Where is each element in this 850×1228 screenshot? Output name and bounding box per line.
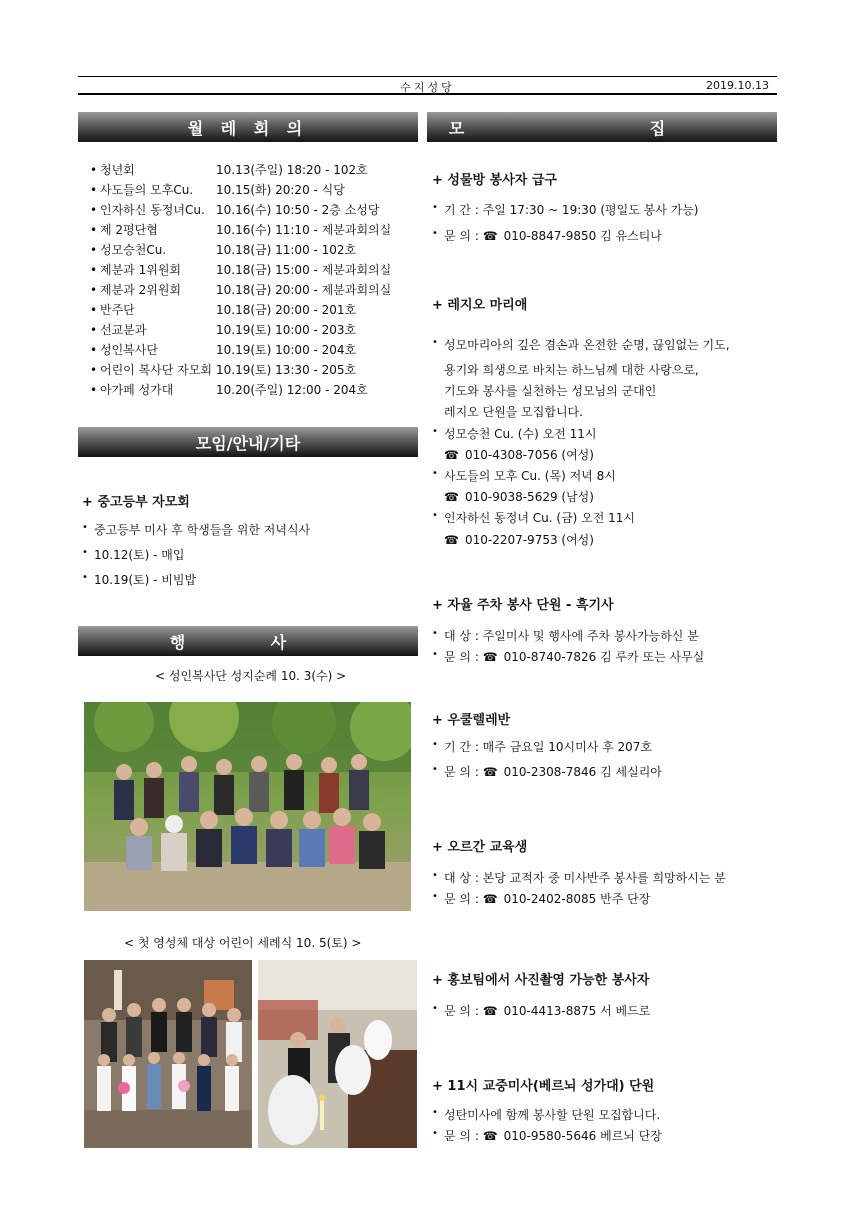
s3-line2: • 문 의 : ☎ 010-8740-7826 김 루카 또는 사무실 bbox=[444, 648, 704, 665]
meeting-name: 어린이 복사단 자모회 bbox=[100, 363, 212, 377]
meeting-when: 10.15(화) 20:20 - 식당 bbox=[216, 183, 345, 197]
meeting-when: 10.18(금) 11:00 - 102호 bbox=[216, 243, 357, 257]
meeting-item bbox=[90, 380, 391, 400]
s2-para-4: 레지오 단원을 모집합니다. bbox=[444, 405, 583, 419]
s2-group-1-phone: ☎ 010-4308-7056 (여성) bbox=[444, 446, 594, 463]
s7-heading: + 11시 교중미사(베르뇌 성가대) 단원 bbox=[432, 1079, 655, 1094]
meeting-item bbox=[90, 340, 391, 360]
s1-line2: • 문 의 : ☎ 010-8847-9850 김 유스티나 bbox=[444, 227, 662, 244]
meeting-title: 월 레 회 의 bbox=[187, 118, 309, 138]
meeting-item bbox=[90, 240, 391, 260]
meeting-item bbox=[90, 280, 391, 300]
s4-line2: • 문 의 : ☎ 010-2308-7846 김 세실리아 bbox=[444, 763, 662, 780]
meeting-when: 10.19(토) 13:30 - 205호 bbox=[216, 363, 357, 377]
page-header bbox=[78, 76, 777, 95]
event1-caption: < 성인복사단 성지순례 10. 3(수) > bbox=[155, 669, 347, 683]
meeting-item bbox=[90, 300, 391, 320]
guide-heading: + 중고등부 자모회 bbox=[82, 495, 190, 510]
meeting-name: 반주단 bbox=[100, 303, 135, 317]
phone-icon-s1: ☎ 010-8847-9850 김 유스티나 bbox=[483, 229, 662, 243]
meeting-name: 아가페 성가대 bbox=[100, 383, 174, 397]
meeting-item bbox=[90, 160, 391, 180]
s2-group-2-phone: ☎ 010-9038-5629 (남성) bbox=[444, 488, 594, 505]
meeting-item bbox=[90, 180, 391, 200]
phone-icon-s7: ☎ 010-9580-5646 베르뇌 단장 bbox=[483, 1129, 662, 1143]
meeting-item bbox=[90, 220, 391, 240]
meeting-when: 10.18(금) 15:00 - 제분과회의실 bbox=[216, 263, 392, 277]
phone-icon-s5: ☎ 010-2402-8085 반주 단장 bbox=[483, 892, 651, 906]
meeting-name: 인자하신 동정녀Cu. bbox=[100, 203, 205, 217]
meeting-when: 10.13(주일) 18:20 - 102호 bbox=[216, 163, 368, 177]
guide-band bbox=[78, 427, 418, 457]
s2-heading: + 레지오 마리애 bbox=[432, 298, 528, 313]
meeting-list bbox=[90, 160, 391, 400]
meeting-item bbox=[90, 200, 391, 220]
s5-line2: • 문 의 : ☎ 010-2402-8085 반주 단장 bbox=[444, 890, 650, 907]
meeting-name: 제분과 1위원회 bbox=[100, 263, 182, 277]
phone-icon-s6: ☎ 010-4413-8875 서 베드로 bbox=[483, 1004, 651, 1018]
s4-line1: • 기 간 : 매주 금요일 10시미사 후 207호 bbox=[444, 738, 652, 755]
recruit-band bbox=[427, 112, 777, 142]
meeting-when: 10.16(수) 10:50 - 2층 소성당 bbox=[216, 203, 380, 217]
event2-caption: < 첫 영성체 대상 어린이 세례식 10. 5(토) > bbox=[124, 936, 362, 950]
s7-line1: • 성탄미사에 함께 봉사할 단원 모집합니다. bbox=[444, 1106, 660, 1123]
meeting-item bbox=[90, 360, 391, 380]
s2-group-2: • 사도들의 모후 Cu. (목) 저녁 8시 bbox=[444, 467, 616, 484]
meeting-name: 청년회 bbox=[100, 163, 135, 177]
s5-heading: + 오르간 교육생 bbox=[432, 840, 528, 855]
s6-heading: + 홍보팀에서 사진촬영 가능한 봉사자 bbox=[432, 973, 650, 988]
s2-para-1: • 성모마리아의 깊은 겸손과 온전한 순명, 끊임없는 기도, bbox=[444, 336, 730, 353]
meeting-name: 제 2평단협 bbox=[100, 223, 158, 237]
s1-line1: • 기 간 : 주일 17:30 ~ 19:30 (평일도 봉사 가능) bbox=[444, 201, 698, 218]
meeting-name: 사도들의 모후Cu. bbox=[100, 183, 194, 197]
guide-item-2: • 10.12(토) - 매입 bbox=[94, 546, 184, 563]
guide-item-1: • 중고등부 미사 후 학생들을 위한 저녁식사 bbox=[94, 521, 310, 538]
meeting-when: 10.19(토) 10:00 - 203호 bbox=[216, 323, 357, 337]
phone-icon-s4: ☎ 010-2308-7846 김 세실리아 bbox=[483, 765, 662, 779]
s4-heading: + 우쿨렐레반 bbox=[432, 713, 511, 728]
meeting-name: 선교분과 bbox=[100, 323, 147, 337]
meeting-name: 제분과 2위원회 bbox=[100, 283, 182, 297]
meeting-when: 10.19(토) 10:00 - 204호 bbox=[216, 343, 357, 357]
s5-line1: • 대 상 : 본당 교적자 중 미사반주 봉사를 희망하시는 분 bbox=[444, 869, 726, 886]
s2-group-1: • 성모승천 Cu. (수) 오전 11시 bbox=[444, 425, 596, 442]
meeting-when: 10.16(수) 11:10 - 제분과회의실 bbox=[216, 223, 392, 237]
s3-heading: + 자율 주차 봉사 단원 - 흑기사 bbox=[432, 598, 614, 613]
guide-item-3: • 10.19(토) - 비빔밥 bbox=[94, 571, 196, 588]
s2-group-3-phone: ☎ 010-2207-9753 (여성) bbox=[444, 531, 594, 548]
recruit-title: 모 집 bbox=[448, 118, 756, 138]
meeting-name: 성인복사단 bbox=[100, 343, 158, 357]
meeting-name: 성모승천Cu. bbox=[100, 243, 167, 257]
meeting-when: 10.18(금) 20:00 - 제분과회의실 bbox=[216, 283, 392, 297]
meeting-item bbox=[90, 260, 391, 280]
event-title: 행 사 bbox=[169, 632, 327, 652]
s2-para-2: 용기와 희생으로 바치는 하느님께 대한 사랑으로, bbox=[444, 363, 699, 377]
s2-para-3: 기도와 봉사를 실천하는 성모님의 군대인 bbox=[444, 384, 657, 398]
group-photo bbox=[84, 702, 411, 911]
s3-line1: • 대 상 : 주일미사 및 행사에 주차 봉사가능하신 분 bbox=[444, 627, 699, 644]
meeting-when: 10.20(주일) 12:00 - 204호 bbox=[216, 383, 368, 397]
event-band bbox=[78, 626, 418, 656]
phone-icon-s3: ☎ 010-8740-7826 김 루카 또는 사무실 bbox=[483, 650, 705, 664]
guide-title: 모임/안내/기타 bbox=[195, 433, 301, 453]
meeting-band bbox=[78, 112, 418, 142]
baptism-ceremony-photo bbox=[258, 960, 417, 1148]
s6-line1: • 문 의 : ☎ 010-4413-8875 서 베드로 bbox=[444, 1002, 650, 1019]
meeting-when: 10.18(금) 20:00 - 201호 bbox=[216, 303, 357, 317]
meeting-item bbox=[90, 320, 391, 340]
header-date: 2019.10.13 bbox=[706, 79, 769, 92]
s7-line2: • 문 의 : ☎ 010-9580-5646 베르뇌 단장 bbox=[444, 1127, 662, 1144]
s1-heading: + 성물방 봉사자 급구 bbox=[432, 173, 557, 188]
header-title: 수지성당 bbox=[400, 81, 455, 94]
s2-group-3: • 인자하신 동정녀 Cu. (금) 오전 11시 bbox=[444, 509, 635, 526]
baptism-group-photo bbox=[84, 960, 252, 1148]
